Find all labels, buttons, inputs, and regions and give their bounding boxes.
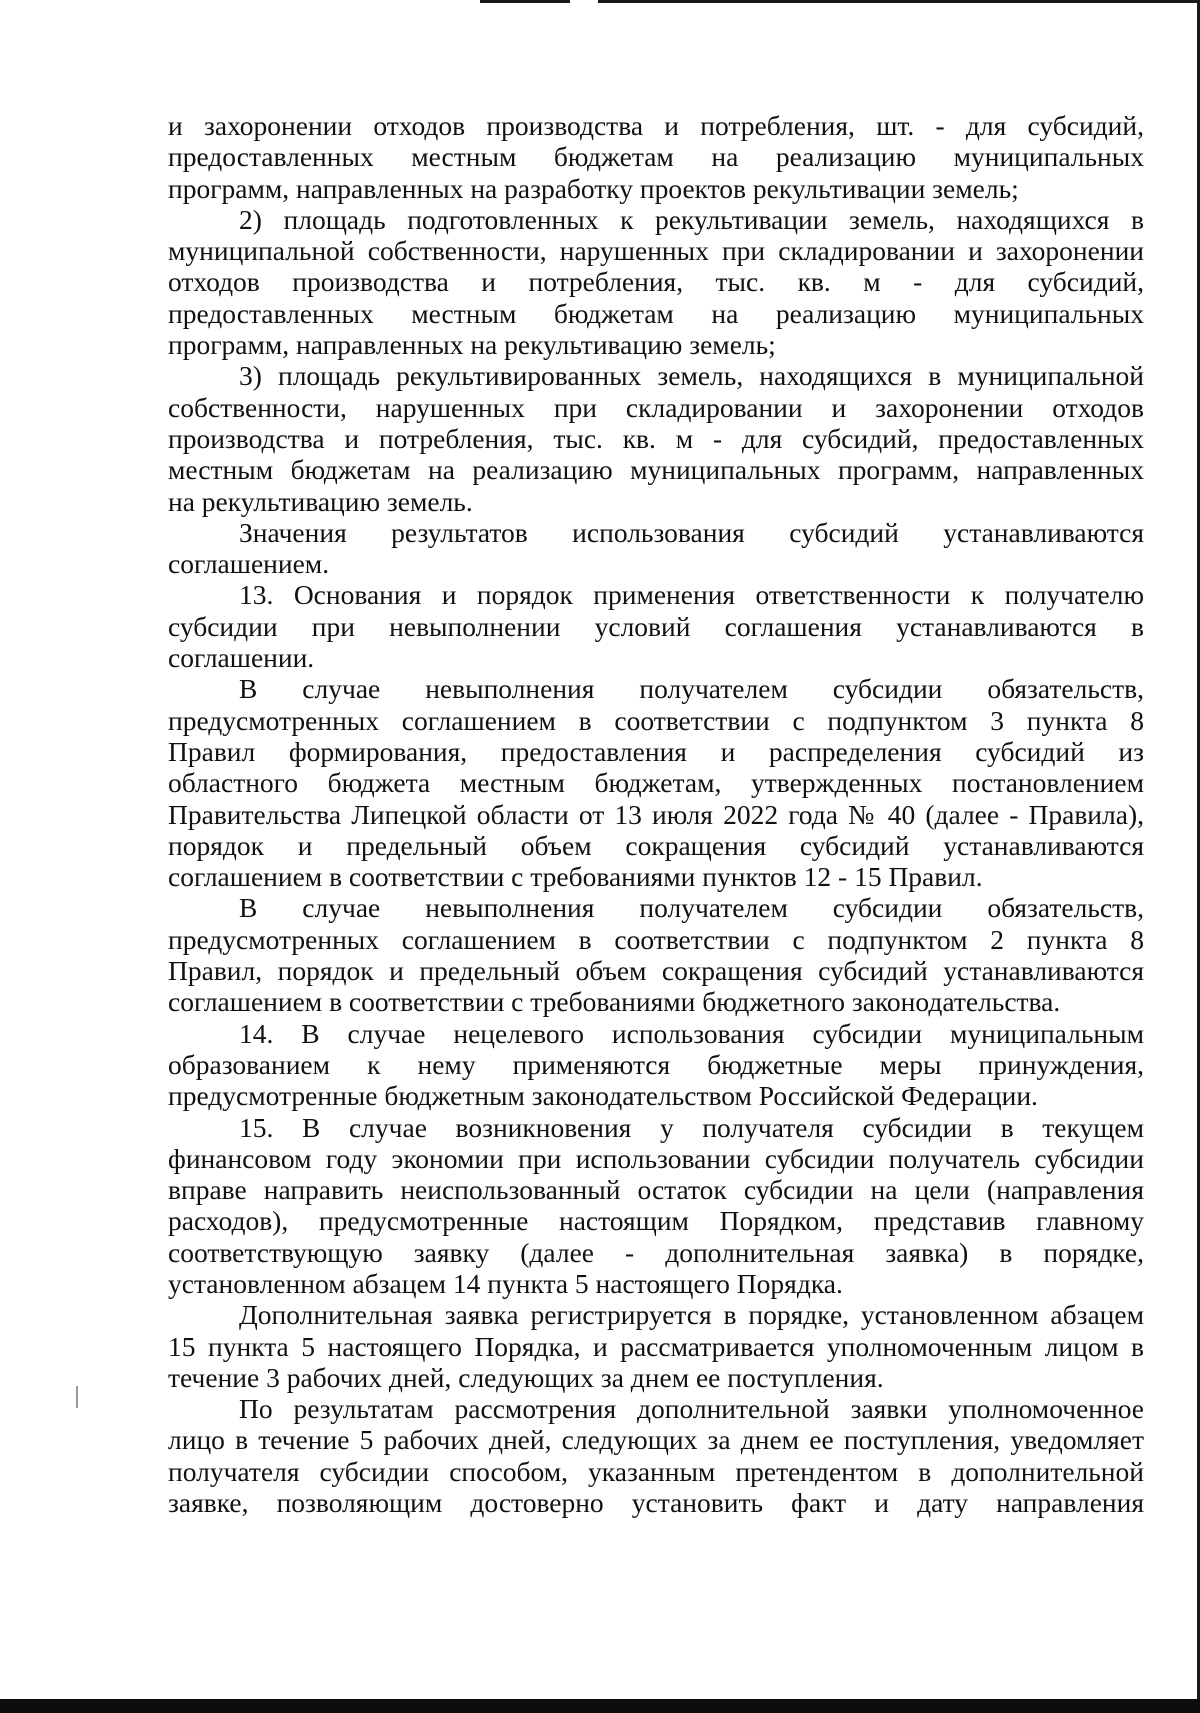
paragraph-2: [168, 204, 1144, 360]
text-line: получателя субсидии способом, указанным претендентом в дополнительной: [168, 1455, 1144, 1487]
scan-bottom-edge: [0, 1699, 1200, 1713]
text-line: предусмотренных соглашением в соответствии с подпунктом 2 пункта 8: [168, 923, 1144, 955]
text-line: В случае невыполнения получателем субсидии обязательств,: [239, 892, 1144, 924]
text-line: Значения результатов использования субсидий устанавливаются: [239, 516, 1144, 548]
text-line: финансовом году экономии при использовании субсидии получатель субсидии: [168, 1142, 1144, 1174]
text-line: соглашением в соответствии с требованиями бюджетного законодательства.: [168, 986, 1061, 1018]
paragraph-11: [168, 1393, 1144, 1518]
text-line: образованием к нему применяются бюджетные меры принуждения,: [168, 1048, 1144, 1080]
text-line: областного бюджета местным бюджетам, утвержденных постановлением: [168, 767, 1144, 799]
text-line: соглашением в соответствии с требованиями пунктов 12 - 15 Правил.: [168, 861, 983, 893]
text-line: расходов), предусмотренные настоящим Порядком, представив главному: [168, 1205, 1144, 1237]
text-line: Дополнительная заявка регистрируется в порядке, установленном абзацем: [239, 1299, 1144, 1331]
paragraph-5: [168, 579, 1144, 673]
text-line: муниципальной собственности, нарушенных при складировании и захоронении: [168, 235, 1144, 267]
text-line: производства и потребления, тыс. кв. м - для субсидий, предоставленных: [168, 422, 1144, 454]
paragraph-4: [168, 517, 1144, 580]
text-line: предусмотренных соглашением в соответствии с подпунктом 3 пункта 8: [168, 704, 1144, 736]
text-line: 14. В случае нецелевого использования субсидии муниципальным: [239, 1017, 1144, 1049]
paragraph-6: [168, 673, 1144, 892]
paragraph-8: [168, 1018, 1144, 1112]
text-line: предусмотренные бюджетным законодательством Российской Федерации.: [168, 1080, 1038, 1112]
text-line: 15. В случае возникновения у получателя субсидии в текущем: [239, 1111, 1144, 1143]
text-line: порядок и предельный объем сокращения субсидий устанавливаются: [168, 829, 1144, 861]
text-line: 13. Основания и порядок применения ответственности к получателю: [239, 579, 1144, 611]
text-line: течение 3 рабочих дней, следующих за днем ее поступления.: [168, 1361, 884, 1393]
paragraph-7: [168, 892, 1144, 1017]
scan-speck: [76, 1386, 78, 1408]
text-line: 3) площадь рекультивированных земель, находящихся в муниципальной: [239, 360, 1144, 392]
paragraph-1: [168, 110, 1144, 204]
text-line: заявке, позволяющим достоверно установить факт и дату направления: [168, 1487, 1144, 1519]
text-line: установленном абзацем 14 пункта 5 настоящего Порядка.: [168, 1267, 843, 1299]
text-line: 2) площадь подготовленных к рекультивации земель, находящихся в: [239, 203, 1144, 235]
paragraph-10: [168, 1299, 1144, 1393]
text-line: Правительства Липецкой области от 13 июля 2022 года № 40 (далее - Правила),: [168, 798, 1144, 830]
scan-top-edge-line: [598, 0, 1200, 3]
text-line: соглашением.: [168, 548, 330, 580]
text-line: и захоронении отходов производства и потребления, шт. - для субсидий,: [168, 110, 1144, 141]
text-line: Правил, порядок и предельный объем сокращения субсидий устанавливаются: [168, 955, 1144, 987]
text-line: соглашении.: [168, 642, 315, 674]
text-line: программ, направленных на рекультивацию земель;: [168, 329, 776, 361]
paragraph-3: [168, 360, 1144, 516]
text-line: соответствующую заявку (далее - дополнительная заявка) в порядке,: [168, 1236, 1144, 1268]
paragraph-9: [168, 1112, 1144, 1300]
text-line: лицо в течение 5 рабочих дней, следующих за днем ее поступления, уведомляет: [168, 1424, 1144, 1456]
text-line: предоставленных местным бюджетам на реализацию муниципальных: [168, 141, 1144, 173]
text-line: программ, направленных на разработку проектов рекультивации земель;: [168, 172, 1019, 204]
text-line: 15 пункта 5 настоящего Порядка, и рассматривается уполномоченным лицом в: [168, 1330, 1144, 1362]
text-line: субсидии при невыполнении условий соглашения устанавливаются в: [168, 610, 1144, 642]
text-line: Правил формирования, предоставления и распределения субсидий из: [168, 735, 1144, 767]
text-line: местным бюджетам на реализацию муниципальных программ, направленных: [168, 454, 1144, 486]
scan-top-edge-mark: [480, 0, 570, 3]
text-line: В случае невыполнения получателем субсидии обязательств,: [239, 673, 1144, 705]
text-line: на рекультивацию земель.: [168, 485, 473, 517]
document-body: [168, 110, 1144, 1518]
text-line: предоставленных местным бюджетам на реализацию муниципальных: [168, 297, 1144, 329]
text-line: собственности, нарушенных при складировании и захоронении отходов: [168, 391, 1144, 423]
text-line: вправе направить неиспользованный остаток субсидии на цели (направления: [168, 1174, 1144, 1206]
text-line: По результатам рассмотрения дополнительной заявки уполномоченное: [239, 1393, 1144, 1425]
text-line: отходов производства и потребления, тыс. кв. м - для субсидий,: [168, 266, 1144, 298]
